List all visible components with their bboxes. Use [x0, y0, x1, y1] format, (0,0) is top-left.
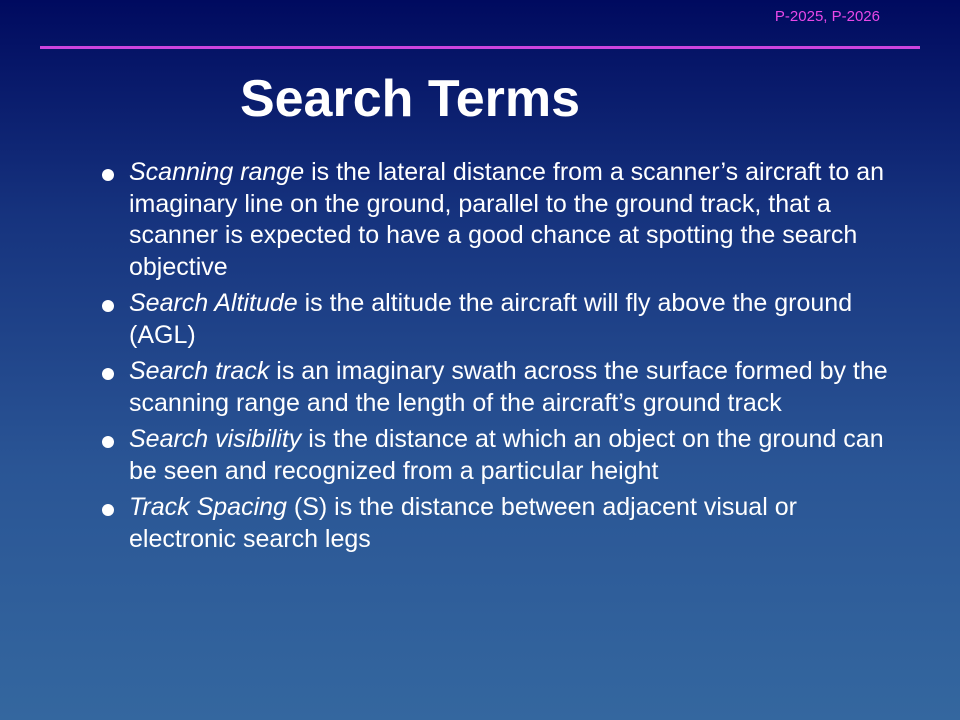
bullet-dot-icon [102, 436, 114, 448]
bullet-dot-icon [102, 300, 114, 312]
bullet-text: is the lateral distance from a scanner’s aircraft to an imaginary line on the ground, parallel to the ground track, that a scanner is expected to have a good chance at spotting the search objective [129, 158, 885, 281]
bullet-item-scanning-range [100, 157, 890, 283]
bullet-dot-icon [102, 169, 114, 181]
bullet-term: Search Altitude [129, 289, 298, 317]
bullet-text: (S) is the distance between adjacent visual or electronic search legs [129, 493, 797, 553]
bullet-list [100, 157, 890, 560]
bullet-term: Scanning range [129, 158, 305, 186]
bullet-item-search-track [100, 356, 890, 419]
bullet-dot-icon [102, 504, 114, 516]
bullet-item-search-altitude [100, 288, 890, 351]
bullet-item-search-visibility [100, 424, 890, 487]
header-divider [40, 46, 920, 49]
bullet-term: Search visibility [129, 425, 302, 453]
bullet-text: is the distance at which an object on the ground can be seen and recognized from a particular height [129, 425, 884, 485]
slide-title: Search Terms [239, 70, 581, 128]
bullet-text: is an imaginary swath across the surface formed by the scanning range and the length of the aircraft’s ground track [129, 357, 888, 417]
bullet-text: is the altitude the aircraft will fly above the ground (AGL) [129, 289, 853, 349]
bullet-dot-icon [102, 368, 114, 380]
bullet-term: Search track [129, 357, 270, 385]
bullet-item-track-spacing [100, 492, 890, 555]
slide-reference: P-2025, P-2026 [774, 8, 880, 25]
bullet-term: Track Spacing [129, 493, 287, 521]
